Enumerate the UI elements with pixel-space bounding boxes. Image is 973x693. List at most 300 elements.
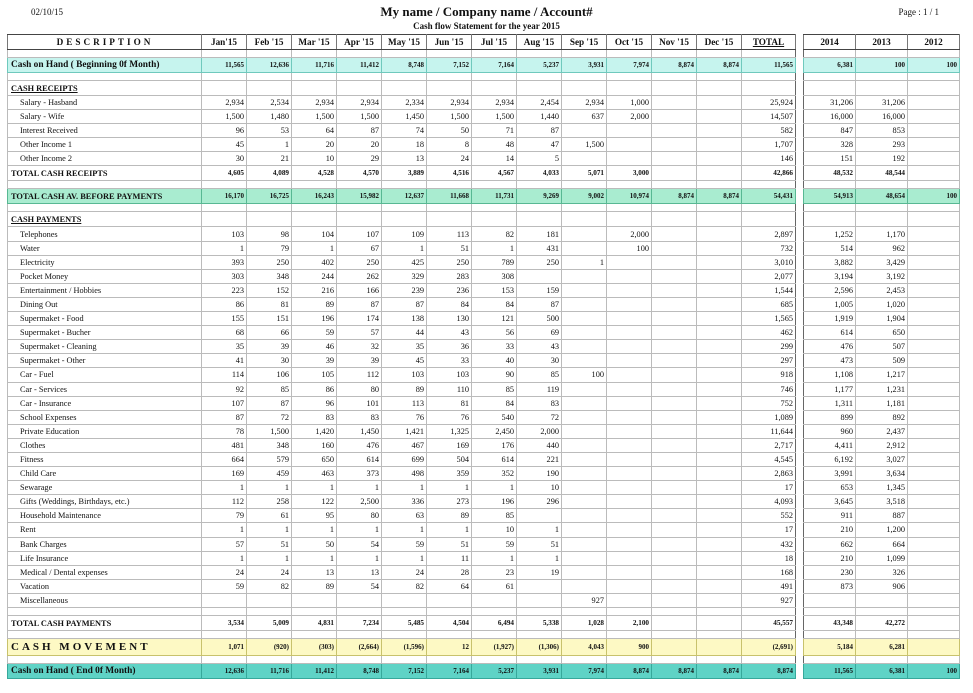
spacer-cell [247, 50, 292, 58]
year-value: 1,170 [856, 227, 908, 241]
spacer-cell [607, 204, 652, 212]
year-value: 892 [856, 410, 908, 424]
month-value: 112 [337, 368, 382, 382]
spacer-cell [8, 608, 202, 616]
spacer-cell [202, 181, 247, 189]
month-value: 74 [382, 124, 427, 138]
year-value: 100 [856, 58, 908, 73]
total-value: 54,431 [742, 189, 796, 204]
month-value: 30 [517, 354, 562, 368]
month-value [652, 639, 697, 656]
cash-receipts-title [8, 81, 960, 96]
spacer-cell [562, 204, 607, 212]
header-total: TOTAL [742, 35, 796, 50]
month-value: 273 [427, 495, 472, 509]
spacer-cell [8, 631, 202, 639]
month-value: 500 [517, 312, 562, 326]
month-value: 82 [382, 579, 427, 593]
month-value: 2,534 [247, 96, 292, 110]
spacer-cell [562, 50, 607, 58]
empty-cell [337, 81, 382, 96]
month-value [697, 241, 742, 255]
month-value: 92 [202, 382, 247, 396]
total-value: 432 [742, 537, 796, 551]
month-value [202, 593, 247, 607]
row-label: Medical / Dental expenses [8, 565, 202, 579]
month-value: 296 [517, 495, 562, 509]
empty-cell [247, 212, 292, 227]
payment-row [8, 495, 960, 509]
month-value [697, 551, 742, 565]
spacer-cell [652, 73, 697, 81]
month-value: 11,412 [292, 664, 337, 679]
month-value: 1 [202, 481, 247, 495]
month-value: 83 [517, 396, 562, 410]
month-value: 113 [382, 396, 427, 410]
year-value [804, 593, 856, 607]
row-label: Clothes [8, 438, 202, 452]
month-value [607, 396, 652, 410]
year-value: 48,532 [804, 166, 856, 181]
month-value: 1 [472, 241, 517, 255]
column-gap [796, 241, 804, 255]
spacer-cell [742, 608, 796, 616]
payment-row [8, 297, 960, 311]
year-value: 3,634 [856, 467, 908, 481]
month-value: 1 [562, 255, 607, 269]
month-value: 1 [292, 551, 337, 565]
month-value [652, 424, 697, 438]
month-value: 107 [202, 396, 247, 410]
spacer-cell [804, 181, 856, 189]
year-value: 473 [804, 354, 856, 368]
month-value [697, 452, 742, 466]
spacer-cell [697, 204, 742, 212]
receipt-row [8, 124, 960, 138]
month-value [652, 297, 697, 311]
month-value: 1,450 [337, 424, 382, 438]
month-value: 303 [202, 269, 247, 283]
month-value: 109 [382, 227, 427, 241]
month-value: 95 [292, 509, 337, 523]
month-value [697, 124, 742, 138]
month-value [697, 509, 742, 523]
month-value: 87 [202, 410, 247, 424]
spacer-cell [427, 204, 472, 212]
month-value [562, 340, 607, 354]
empty-cell [856, 81, 908, 96]
total-value: 299 [742, 340, 796, 354]
year-value: 16,000 [856, 110, 908, 124]
month-value: 190 [517, 467, 562, 481]
month-value: 8 [427, 138, 472, 152]
year-value [908, 452, 960, 466]
month-value: 1 [427, 481, 472, 495]
month-value: 11,716 [292, 58, 337, 73]
month-value: 5,009 [247, 616, 292, 631]
month-value: 89 [292, 297, 337, 311]
month-value [697, 438, 742, 452]
month-value: 43 [427, 326, 472, 340]
spacer-cell [427, 181, 472, 189]
year-value [908, 481, 960, 495]
spacer-cell [472, 204, 517, 212]
month-value: 113 [427, 227, 472, 241]
month-value: 1 [292, 523, 337, 537]
month-value: 1,480 [247, 110, 292, 124]
spacer-cell [382, 181, 427, 189]
header-month: May '15 [382, 35, 427, 50]
year-value: 614 [804, 326, 856, 340]
spacer-cell [607, 73, 652, 81]
spacer-cell [337, 181, 382, 189]
spacer-cell [607, 656, 652, 664]
month-value [607, 283, 652, 297]
month-value: 155 [202, 312, 247, 326]
month-value: 45 [202, 138, 247, 152]
month-value: 359 [427, 467, 472, 481]
payment-row [8, 382, 960, 396]
spacer-cell [856, 181, 908, 189]
column-gap [796, 438, 804, 452]
header-year: 2013 [856, 35, 908, 50]
spacer-cell [562, 73, 607, 81]
month-value: 8,874 [697, 58, 742, 73]
month-value [607, 297, 652, 311]
year-value [856, 593, 908, 607]
month-value: 8,874 [652, 664, 697, 679]
year-value [908, 138, 960, 152]
month-value: 13 [382, 152, 427, 166]
month-value: 216 [292, 283, 337, 297]
spacer-cell [292, 656, 337, 664]
spacer-cell [202, 73, 247, 81]
month-value: 250 [427, 255, 472, 269]
month-value: 1 [427, 523, 472, 537]
spacer-cell [247, 204, 292, 212]
month-value: 64 [292, 124, 337, 138]
month-value: 1 [472, 551, 517, 565]
year-value [908, 424, 960, 438]
month-value [697, 523, 742, 537]
receipt-row [8, 110, 960, 124]
month-value: 2,334 [382, 96, 427, 110]
month-value [652, 124, 697, 138]
month-value: 1,500 [202, 110, 247, 124]
total-value: 582 [742, 124, 796, 138]
month-value [562, 241, 607, 255]
month-value: 8,874 [652, 189, 697, 204]
month-value: 308 [472, 269, 517, 283]
row-label: Supermaket - Other [8, 354, 202, 368]
month-value [697, 96, 742, 110]
month-value: 2,000 [517, 424, 562, 438]
year-value: 43,348 [804, 616, 856, 631]
spacer-cell [517, 204, 562, 212]
month-value: 1 [292, 241, 337, 255]
month-value: 181 [517, 227, 562, 241]
month-value: 81 [427, 396, 472, 410]
month-value: 151 [247, 312, 292, 326]
row-label: TOTAL CASH AV. BEFORE PAYMENTS [8, 189, 202, 204]
month-value: 78 [202, 424, 247, 438]
month-value: 14 [472, 152, 517, 166]
payment-row [8, 396, 960, 410]
month-value: 2,100 [607, 616, 652, 631]
month-value: 40 [472, 354, 517, 368]
month-value: 51 [427, 241, 472, 255]
column-gap [796, 608, 804, 616]
spacer-cell [804, 50, 856, 58]
month-value: 57 [202, 537, 247, 551]
year-value: 100 [908, 189, 960, 204]
month-value [697, 283, 742, 297]
month-value: 1 [337, 523, 382, 537]
year-value: 664 [856, 537, 908, 551]
month-value: 16,725 [247, 189, 292, 204]
month-value: 336 [382, 495, 427, 509]
column-gap [796, 138, 804, 152]
spacer-cell [652, 181, 697, 189]
payment-row [8, 481, 960, 495]
month-value: 1,500 [247, 424, 292, 438]
spacer-row [8, 608, 960, 616]
month-value [607, 354, 652, 368]
month-value: 33 [472, 340, 517, 354]
year-value: 48,544 [856, 166, 908, 181]
month-value: 900 [607, 639, 652, 656]
total-value: 45,557 [742, 616, 796, 631]
year-value: 328 [804, 138, 856, 152]
spacer-cell [562, 631, 607, 639]
month-value: 24 [202, 565, 247, 579]
month-value [652, 523, 697, 537]
month-value: 24 [247, 565, 292, 579]
spacer-cell [247, 73, 292, 81]
spacer-cell [804, 204, 856, 212]
month-value: 614 [337, 452, 382, 466]
month-value: 12,637 [382, 189, 427, 204]
spacer-cell [804, 608, 856, 616]
spacer-cell [697, 656, 742, 664]
header-year: 2014 [804, 35, 856, 50]
year-value: 3,882 [804, 255, 856, 269]
month-value: 16,243 [292, 189, 337, 204]
month-value: 2,934 [427, 96, 472, 110]
month-value [652, 326, 697, 340]
month-value [652, 438, 697, 452]
month-value: 9,002 [562, 189, 607, 204]
month-value [652, 616, 697, 631]
month-value: 10 [292, 152, 337, 166]
month-value: 28 [427, 565, 472, 579]
column-gap [796, 297, 804, 311]
total-value: 918 [742, 368, 796, 382]
spacer-cell [8, 50, 202, 58]
month-value: 467 [382, 438, 427, 452]
column-gap [796, 326, 804, 340]
month-value [562, 124, 607, 138]
year-value: 1,231 [856, 382, 908, 396]
month-value: 402 [292, 255, 337, 269]
spacer-cell [607, 631, 652, 639]
year-value [908, 340, 960, 354]
row-label: Rent [8, 523, 202, 537]
month-value: 10 [517, 481, 562, 495]
spacer-cell [856, 204, 908, 212]
month-value: 440 [517, 438, 562, 452]
spacer-cell [247, 631, 292, 639]
year-value: 4,411 [804, 438, 856, 452]
header-month: Nov '15 [652, 35, 697, 50]
row-label: Gifts (Weddings, Birthdays, etc.) [8, 495, 202, 509]
month-value: 121 [472, 312, 517, 326]
spacer-cell [247, 608, 292, 616]
year-value: 3,194 [804, 269, 856, 283]
year-value: 847 [804, 124, 856, 138]
spacer-cell [517, 656, 562, 664]
spacer-cell [652, 656, 697, 664]
month-value: 1,071 [202, 639, 247, 656]
month-value [697, 537, 742, 551]
month-value: 1 [337, 551, 382, 565]
spacer-cell [382, 631, 427, 639]
year-value: 1,099 [856, 551, 908, 565]
month-value: 2,934 [202, 96, 247, 110]
spacer-row [8, 50, 960, 58]
month-value: 11,716 [247, 664, 292, 679]
month-value: 12 [427, 639, 472, 656]
empty-cell [382, 81, 427, 96]
month-value: 1,500 [337, 110, 382, 124]
month-value: 5,071 [562, 166, 607, 181]
column-gap [796, 481, 804, 495]
month-value [652, 551, 697, 565]
row-label: Supermaket - Bucher [8, 326, 202, 340]
row-label: Cash on Hand ( End 0f Month) [8, 664, 202, 679]
month-value [607, 452, 652, 466]
month-value: 4,567 [472, 166, 517, 181]
total-value: 11,565 [742, 58, 796, 73]
column-gap [796, 396, 804, 410]
month-value: 100 [607, 241, 652, 255]
month-value: 19 [517, 565, 562, 579]
month-value: 1 [382, 523, 427, 537]
month-value: 223 [202, 283, 247, 297]
month-value: 4,516 [427, 166, 472, 181]
row-label: Child Care [8, 467, 202, 481]
month-value: 71 [472, 124, 517, 138]
month-value: 50 [292, 537, 337, 551]
spacer-cell [697, 181, 742, 189]
payment-row [8, 255, 960, 269]
month-value: 72 [517, 410, 562, 424]
empty-cell [652, 212, 697, 227]
month-value [562, 523, 607, 537]
spacer-cell [908, 73, 960, 81]
empty-cell [472, 81, 517, 96]
header-month: Aug '15 [517, 35, 562, 50]
year-value [908, 241, 960, 255]
month-value: 169 [427, 438, 472, 452]
month-value: 2,000 [607, 227, 652, 241]
month-value [562, 551, 607, 565]
spacer-cell [804, 73, 856, 81]
year-value: 662 [804, 537, 856, 551]
month-value [562, 396, 607, 410]
spacer-cell [908, 204, 960, 212]
empty-cell [697, 212, 742, 227]
month-value: 1 [247, 138, 292, 152]
month-value: 83 [292, 410, 337, 424]
column-gap [796, 656, 804, 664]
cash-flow-table [7, 34, 960, 679]
year-value [908, 382, 960, 396]
column-gap [796, 58, 804, 73]
month-value: 927 [562, 593, 607, 607]
month-value: 85 [472, 509, 517, 523]
month-value [697, 382, 742, 396]
month-value: 476 [337, 438, 382, 452]
month-value: 51 [247, 537, 292, 551]
month-value: 15,982 [337, 189, 382, 204]
month-value [697, 269, 742, 283]
column-gap [796, 189, 804, 204]
receipt-row [8, 138, 960, 152]
month-value: 2,934 [337, 96, 382, 110]
month-value: 4,570 [337, 166, 382, 181]
month-value [652, 495, 697, 509]
month-value [652, 354, 697, 368]
empty-cell [908, 212, 960, 227]
month-value: 664 [202, 452, 247, 466]
year-value: 1,217 [856, 368, 908, 382]
column-gap [796, 110, 804, 124]
month-value [652, 152, 697, 166]
month-value: 11,731 [472, 189, 517, 204]
empty-cell [292, 212, 337, 227]
month-value: 373 [337, 467, 382, 481]
total-value: 168 [742, 565, 796, 579]
year-value: 192 [856, 152, 908, 166]
month-value: 16,170 [202, 189, 247, 204]
total-value: 746 [742, 382, 796, 396]
month-value: 498 [382, 467, 427, 481]
row-label: Supermaket - Cleaning [8, 340, 202, 354]
year-value [908, 166, 960, 181]
spacer-row [8, 181, 960, 189]
spacer-cell [562, 608, 607, 616]
month-value: 12,636 [247, 58, 292, 73]
column-gap [796, 551, 804, 565]
column-gap [796, 96, 804, 110]
row-label: Entertainment / Hobbies [8, 283, 202, 297]
year-value: 210 [804, 523, 856, 537]
month-value [652, 565, 697, 579]
month-value: 29 [337, 152, 382, 166]
month-value [652, 227, 697, 241]
spacer-cell [427, 50, 472, 58]
spacer-cell [517, 181, 562, 189]
empty-cell [382, 212, 427, 227]
month-value [607, 382, 652, 396]
month-value: 46 [292, 340, 337, 354]
column-gap [796, 509, 804, 523]
row-label: Car - Insurance [8, 396, 202, 410]
year-value: 960 [804, 424, 856, 438]
month-value: 32 [337, 340, 382, 354]
header-description: DESCRIPTION [8, 35, 202, 50]
